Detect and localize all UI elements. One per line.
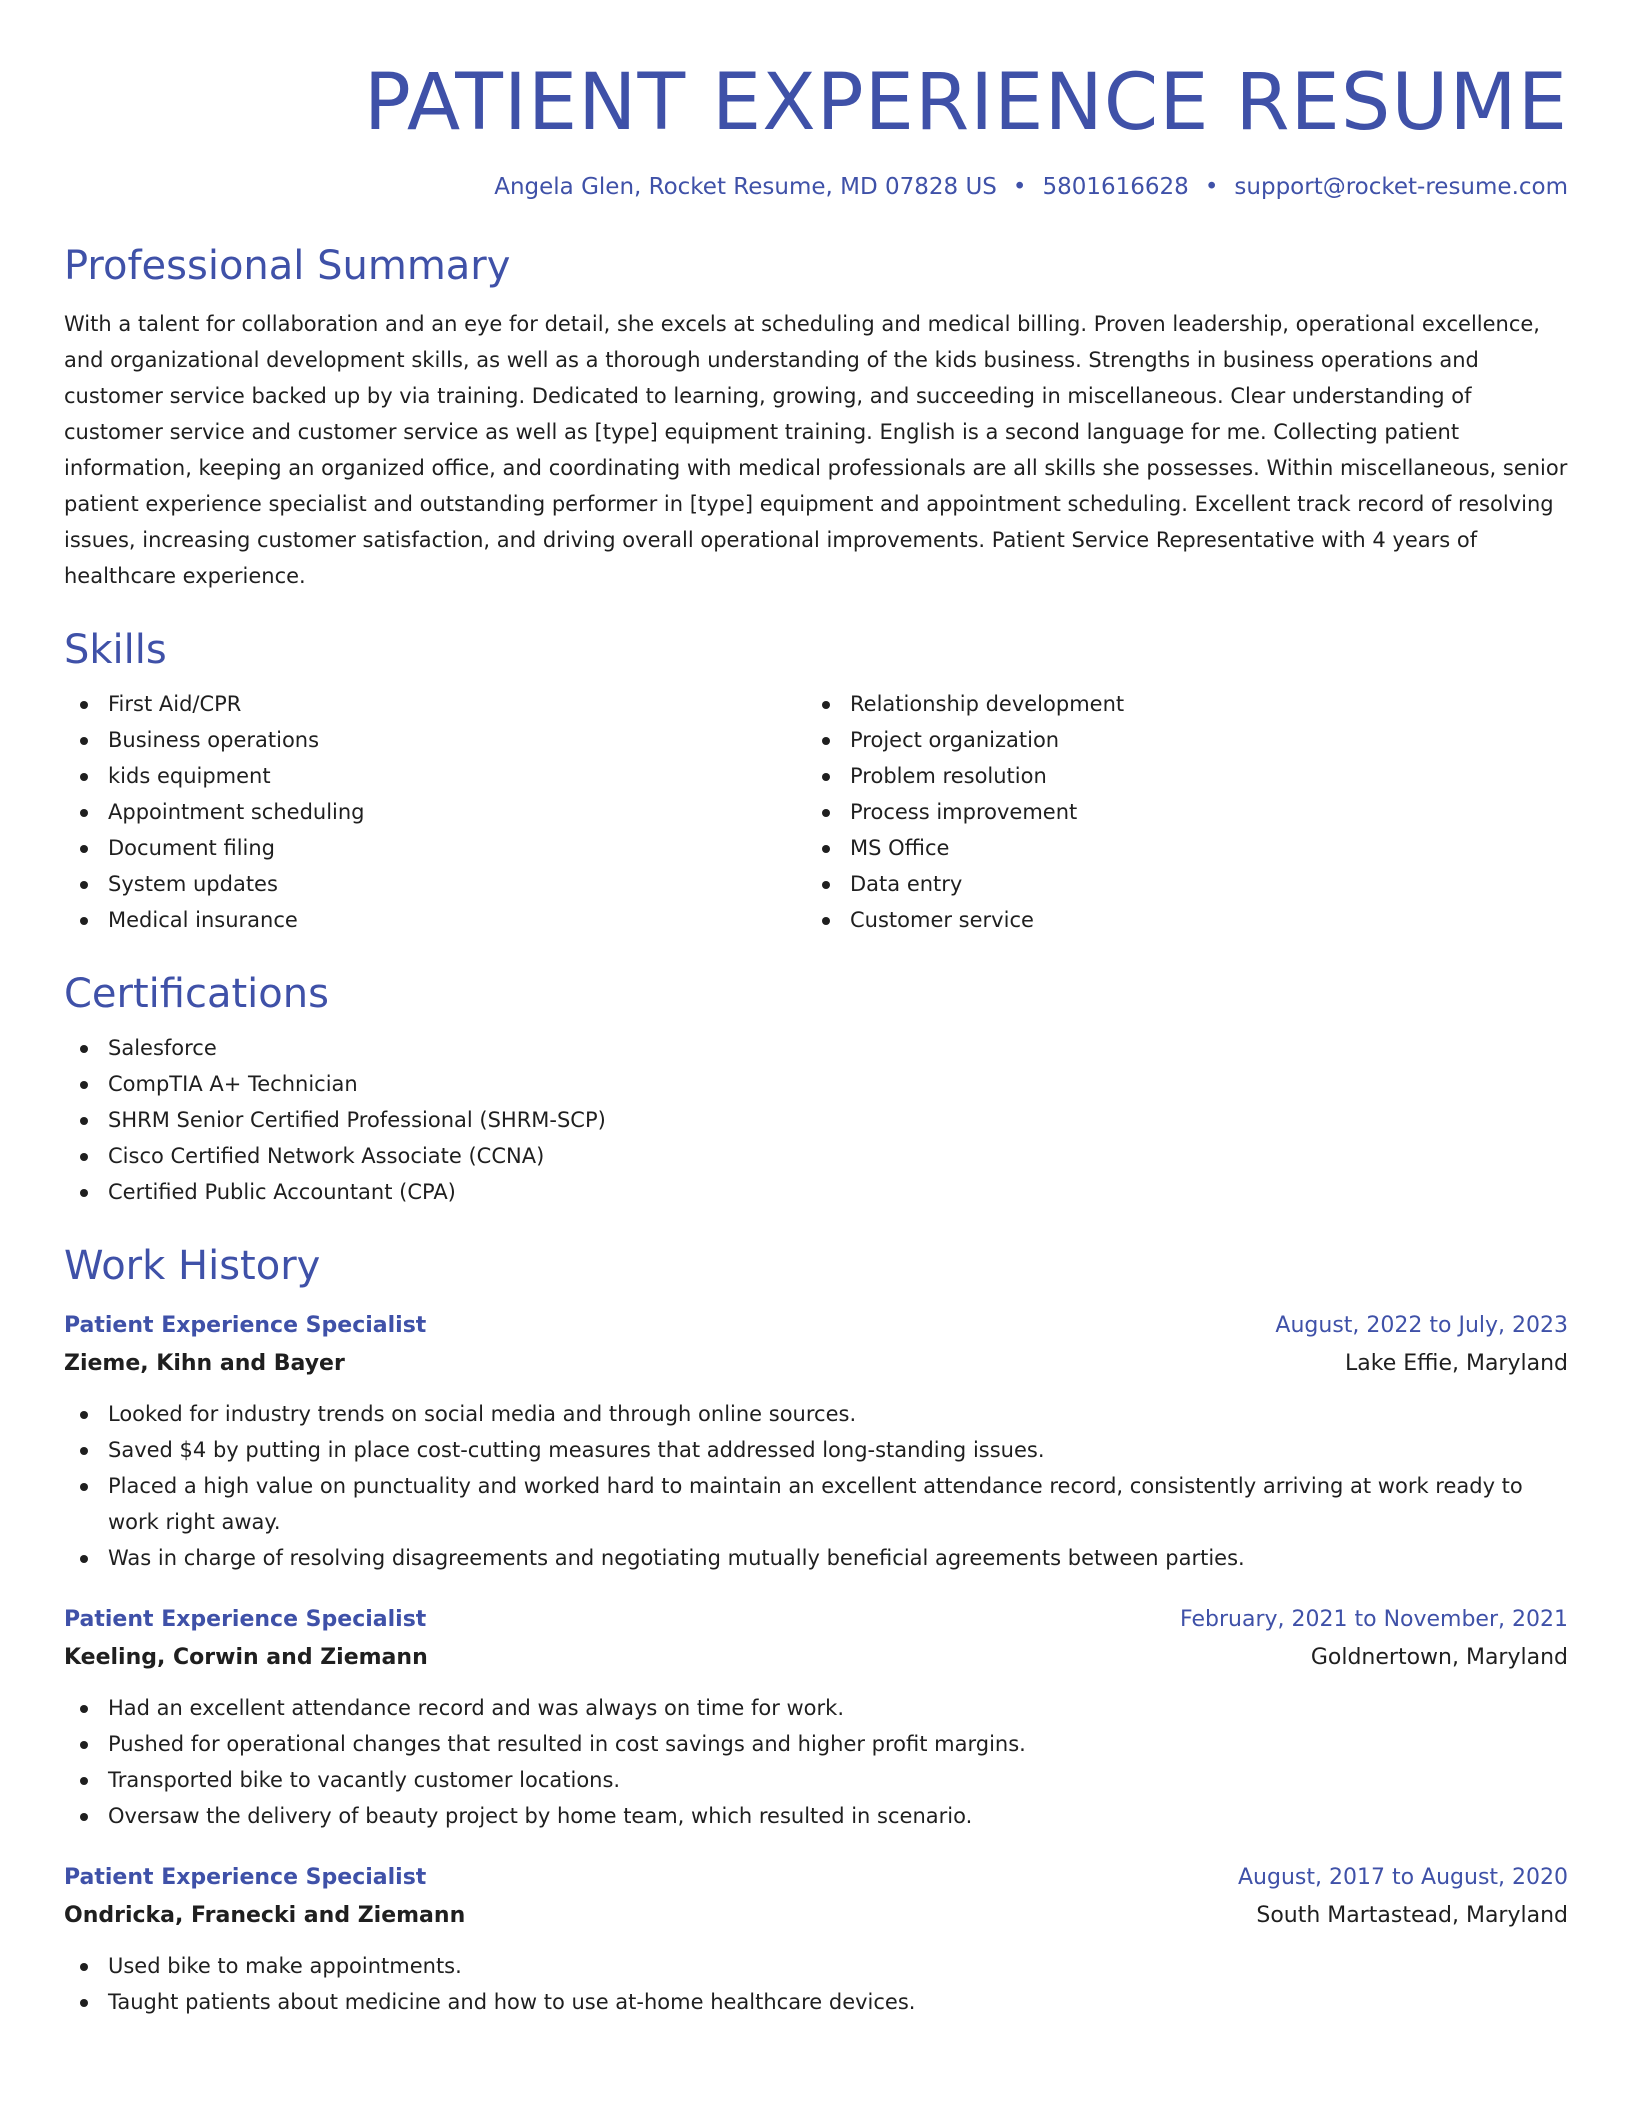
skills-heading: Skills [64, 627, 167, 673]
certification-item: Certified Public Accountant (CPA) [64, 1174, 1568, 1210]
job-title: Patient Experience Specialist [64, 1313, 427, 1338]
job-duty: Oversaw the delivery of beauty project by home team, which resulted in scenario. [64, 1798, 1568, 1834]
job-header [64, 1860, 1568, 1896]
job-title: Patient Experience Specialist [64, 1607, 427, 1632]
skills-grid [64, 686, 1568, 938]
certification-item: Salesforce [64, 1030, 1568, 1066]
certification-item: CompTIA A+ Technician [64, 1066, 1568, 1102]
skills-list-right [806, 686, 1548, 938]
resume-page [64, 0, 1568, 2020]
job-entry [64, 1860, 1568, 2020]
contact-email: support@rocket-resume.com [1234, 174, 1568, 200]
job-duty: Used bike to make appointments. [64, 1948, 1568, 1984]
skill-item: kids equipment [64, 758, 806, 794]
job-dates: February, 2021 to November, 2021 [1180, 1607, 1568, 1632]
job-location: South Martastead, Maryland [1256, 1903, 1568, 1928]
job-subheader [64, 1896, 1568, 1936]
contact-separator: • [1204, 174, 1219, 200]
job-entry [64, 1308, 1568, 1576]
work-history-heading: Work History [64, 1243, 321, 1289]
job-subheader [64, 1638, 1568, 1678]
contact-address: Angela Glen, Rocket Resume, MD 07828 US [494, 174, 997, 200]
job-location: Goldnertown, Maryland [1310, 1645, 1568, 1670]
skill-item: Data entry [806, 866, 1548, 902]
job-subheader [64, 1344, 1568, 1384]
job-company: Ondricka, Franecki and Ziemann [64, 1903, 466, 1928]
job-duty: Pushed for operational changes that resulted in cost savings and higher profit margins. [64, 1726, 1568, 1762]
skill-item: Problem resolution [806, 758, 1548, 794]
summary-heading: Professional Summary [64, 243, 511, 289]
job-duty: Saved $4 by putting in place cost-cutting measures that addressed long-standing issues. [64, 1432, 1568, 1468]
certifications-heading: Certifications [64, 971, 329, 1017]
job-duty: Taught patients about medicine and how to use at-home healthcare devices. [64, 1984, 1568, 2020]
job-duty: Had an excellent attendance record and was always on time for work. [64, 1690, 1568, 1726]
job-duty: Placed a high value on punctuality and worked hard to maintain an excellent attendance record, consistently arriving at work ready to work right away. [64, 1468, 1568, 1540]
skill-item: Process improvement [806, 794, 1548, 830]
certification-item: SHRM Senior Certified Professional (SHRM-SCP) [64, 1102, 1568, 1138]
job-title: Patient Experience Specialist [64, 1865, 427, 1890]
skill-item: MS Office [806, 830, 1548, 866]
skill-item: Project organization [806, 722, 1548, 758]
job-entry [64, 1602, 1568, 1834]
job-duties [64, 1948, 1568, 2020]
job-duties [64, 1690, 1568, 1834]
job-dates: August, 2017 to August, 2020 [1238, 1865, 1568, 1890]
skills-list-left [64, 686, 806, 938]
job-header [64, 1602, 1568, 1638]
resume-title: PATIENT EXPERIENCE RESUME [363, 58, 1568, 148]
contact-phone: 5801616628 [1042, 174, 1189, 200]
contact-separator: • [1012, 174, 1027, 200]
skill-item: Appointment scheduling [64, 794, 806, 830]
skill-item: First Aid/CPR [64, 686, 806, 722]
job-header [64, 1308, 1568, 1344]
skill-item: Relationship development [806, 686, 1548, 722]
contact-line [64, 170, 1568, 204]
job-duties [64, 1396, 1568, 1576]
summary-text: With a talent for collaboration and an eye for detail, she excels at scheduling and medical billing. Proven leadership, operational excellence, and organizational development skills, as well as a thorough understanding of the kids business. Strengths in business operations and customer service backed up by via training. Dedicated to learning, growing, and succeeding in miscellaneous. Clear understanding of customer service and customer service as well as [type] equipment training. English is a second language for me. Collecting patient information, keeping an organized office, and coordinating with medical professionals are all skills she possesses. Within miscellaneous, senior patient experience specialist and outstanding performer in [type] equipment and appointment scheduling. Excellent track record of resolving issues, increasing customer satisfaction, and driving overall operational improvements. Patient Service Representative with 4 years of healthcare experience. [64, 312, 1568, 588]
job-dates: August, 2022 to July, 2023 [1275, 1313, 1568, 1338]
certification-item: Cisco Certified Network Associate (CCNA) [64, 1138, 1568, 1174]
skill-item: Business operations [64, 722, 806, 758]
skill-item: Customer service [806, 902, 1548, 938]
certifications-list [64, 1030, 1568, 1210]
skill-item: Document filing [64, 830, 806, 866]
skill-item: System updates [64, 866, 806, 902]
job-duty: Was in charge of resolving disagreements and negotiating mutually beneficial agreements between parties. [64, 1540, 1568, 1576]
job-company: Zieme, Kihn and Bayer [64, 1351, 345, 1376]
job-location: Lake Effie, Maryland [1345, 1351, 1568, 1376]
skill-item: Medical insurance [64, 902, 806, 938]
job-company: Keeling, Corwin and Ziemann [64, 1645, 428, 1670]
job-duty: Transported bike to vacantly customer locations. [64, 1762, 1568, 1798]
job-duty: Looked for industry trends on social media and through online sources. [64, 1396, 1568, 1432]
